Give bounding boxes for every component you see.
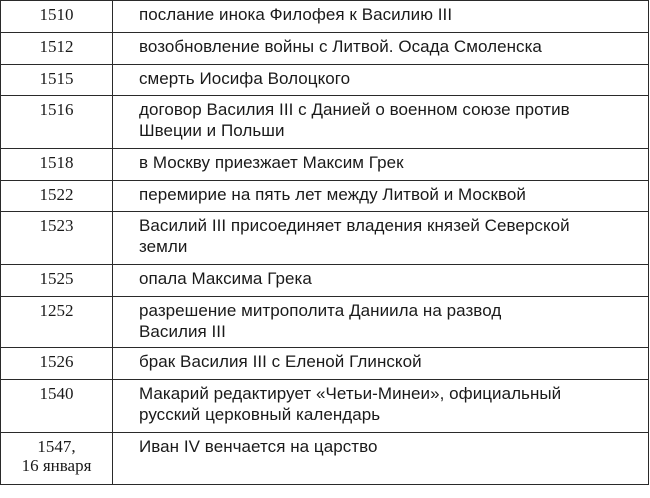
table-row [1,433,649,485]
event-cell [113,65,649,96]
year-cell [1,33,113,65]
event-cell [113,433,649,485]
table-row [1,65,649,96]
table-row [1,348,649,380]
table-row [1,380,649,433]
event-cell [113,1,649,33]
year-cell [1,297,113,348]
year-cell [1,380,113,433]
event-cell [113,96,649,149]
year-cell [1,1,113,33]
event-text: договор Василия III с Данией о военном союзе против Швеции и Польши [139,100,570,140]
table-row [1,265,649,297]
event-text: Василий III присоединяет владения князей Северской земли [139,216,570,256]
year-text: 1525 [39,269,74,288]
event-cell [113,265,649,297]
table-row [1,212,649,265]
year-text: 1515 [39,69,74,88]
year-cell [1,65,113,96]
event-text: Макарий редактирует «Четьи-Минеи», официальный русский церковный календарь [139,384,562,424]
year-cell [1,149,113,181]
year-text: 1522 [39,185,74,204]
event-cell [113,212,649,265]
year-text: 1523 [39,216,74,235]
year-text: 1516 [39,100,74,119]
event-text: в Москву приезжает Максим Грек [139,153,404,172]
table-row [1,297,649,348]
event-cell [113,348,649,380]
year-cell [1,433,113,485]
year-cell [1,181,113,212]
event-cell [113,380,649,433]
table-row [1,33,649,65]
event-text: разрешение митрополита Даниила на развод Василия III [139,301,502,341]
year-cell [1,96,113,149]
year-text: 1526 [39,352,74,371]
table-row [1,149,649,181]
year-cell [1,212,113,265]
event-cell [113,297,649,348]
event-text: опала Максима Грека [139,269,312,288]
table-row [1,96,649,149]
event-text: брак Василия III с Еленой Глинской [139,352,422,371]
event-text: перемирие на пять лет между Литвой и Москвой [139,185,526,204]
event-cell [113,33,649,65]
event-cell [113,181,649,212]
year-text: 1518 [39,153,74,172]
table-row [1,1,649,33]
event-text: возобновление войны с Литвой. Осада Смоленска [139,37,542,56]
year-text: 1510 [39,5,74,24]
event-text: смерть Иосифа Волоцкого [139,69,351,88]
year-text: 1540 [39,384,74,403]
event-cell [113,149,649,181]
event-text: Иван IV венчается на царство [139,437,378,456]
year-text: 1547, 16 января [21,437,92,475]
year-text: 1252 [39,301,74,320]
year-cell [1,265,113,297]
year-text: 1512 [39,37,74,56]
table-row [1,181,649,212]
year-cell [1,348,113,380]
event-text: послание инока Филофея к Василию III [139,5,453,24]
chronology-table-body [1,1,649,485]
